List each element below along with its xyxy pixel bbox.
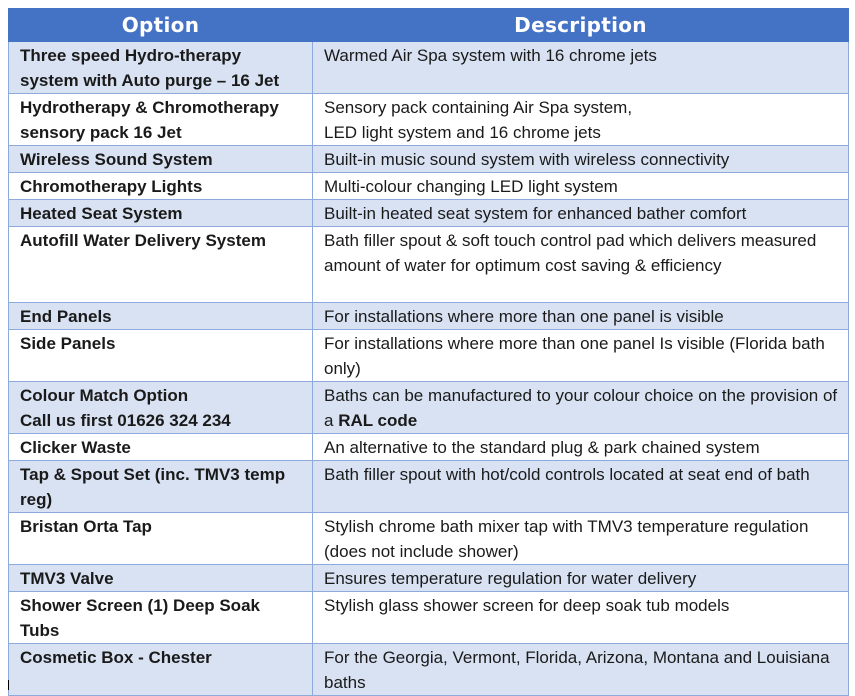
table-row xyxy=(9,330,849,382)
description-cell: Bath filler spout & soft touch control pad which delivers measured amount of water for optimum cost saving & efficiency xyxy=(313,227,849,303)
table-row xyxy=(9,644,849,696)
options-table xyxy=(8,8,849,696)
description-cell: Stylish glass shower screen for deep soak tub models xyxy=(313,592,849,644)
description-cell: Bath filler spout with hot/cold controls located at seat end of bath xyxy=(313,461,849,513)
table-row xyxy=(9,173,849,200)
description-cell: Built-in music sound system with wireless connectivity xyxy=(313,146,849,173)
option-cell: Shower Screen (1) Deep Soak Tubs xyxy=(9,592,313,644)
description-cell: Stylish chrome bath mixer tap with TMV3 temperature regulation (does not include shower) xyxy=(313,513,849,565)
option-cell: Wireless Sound System xyxy=(9,146,313,173)
column-header-description: Description xyxy=(313,9,849,42)
description-cell: For installations where more than one panel is visible xyxy=(313,303,849,330)
text-cursor xyxy=(8,680,9,690)
table-header-row xyxy=(9,9,849,42)
description-cell: For installations where more than one panel Is visible (Florida bath only) xyxy=(313,330,849,382)
option-cell: Chromotherapy Lights xyxy=(9,173,313,200)
option-cell: End Panels xyxy=(9,303,313,330)
option-cell: Three speed Hydro-therapy system with Auto purge – 16 Jet xyxy=(9,42,313,94)
option-line: Colour Match Option xyxy=(20,386,189,405)
description-cell: An alternative to the standard plug & park chained system xyxy=(313,434,849,461)
option-cell: Heated Seat System xyxy=(9,200,313,227)
option-cell: Autofill Water Delivery System xyxy=(9,227,313,303)
table-row xyxy=(9,303,849,330)
option-cell: Hydrotherapy & Chromotherapy sensory pack 16 Jet xyxy=(9,94,313,146)
description-cell: For the Georgia, Vermont, Florida, Arizona, Montana and Louisiana baths xyxy=(313,644,849,696)
table-row xyxy=(9,94,849,146)
phone-number: Call us first 01626 324 234 xyxy=(20,411,231,430)
option-cell xyxy=(9,382,313,434)
table-row xyxy=(9,513,849,565)
option-cell: Cosmetic Box - Chester xyxy=(9,644,313,696)
option-cell: Tap & Spout Set (inc. TMV3 temp reg) xyxy=(9,461,313,513)
description-cell xyxy=(313,94,849,146)
option-cell: Side Panels xyxy=(9,330,313,382)
table-row xyxy=(9,461,849,513)
table-row xyxy=(9,592,849,644)
table-row xyxy=(9,200,849,227)
description-line: LED light system and 16 chrome jets xyxy=(324,123,601,142)
ral-code-text: RAL code xyxy=(338,411,418,430)
option-cell: TMV3 Valve xyxy=(9,565,313,592)
table-row xyxy=(9,382,849,434)
option-cell: Bristan Orta Tap xyxy=(9,513,313,565)
description-cell: Ensures temperature regulation for water delivery xyxy=(313,565,849,592)
table-row xyxy=(9,434,849,461)
table-row xyxy=(9,146,849,173)
option-cell: Clicker Waste xyxy=(9,434,313,461)
table-row xyxy=(9,565,849,592)
table-row xyxy=(9,227,849,303)
table-row xyxy=(9,42,849,94)
description-cell: Warmed Air Spa system with 16 chrome jets xyxy=(313,42,849,94)
description-cell: Built-in heated seat system for enhanced bather comfort xyxy=(313,200,849,227)
description-line: Sensory pack containing Air Spa system, xyxy=(324,98,633,117)
description-cell xyxy=(313,382,849,434)
description-text: Baths can be manufactured to your colour choice on the provision of a xyxy=(324,386,838,430)
column-header-option: Option xyxy=(9,9,313,42)
description-cell: Multi-colour changing LED light system xyxy=(313,173,849,200)
